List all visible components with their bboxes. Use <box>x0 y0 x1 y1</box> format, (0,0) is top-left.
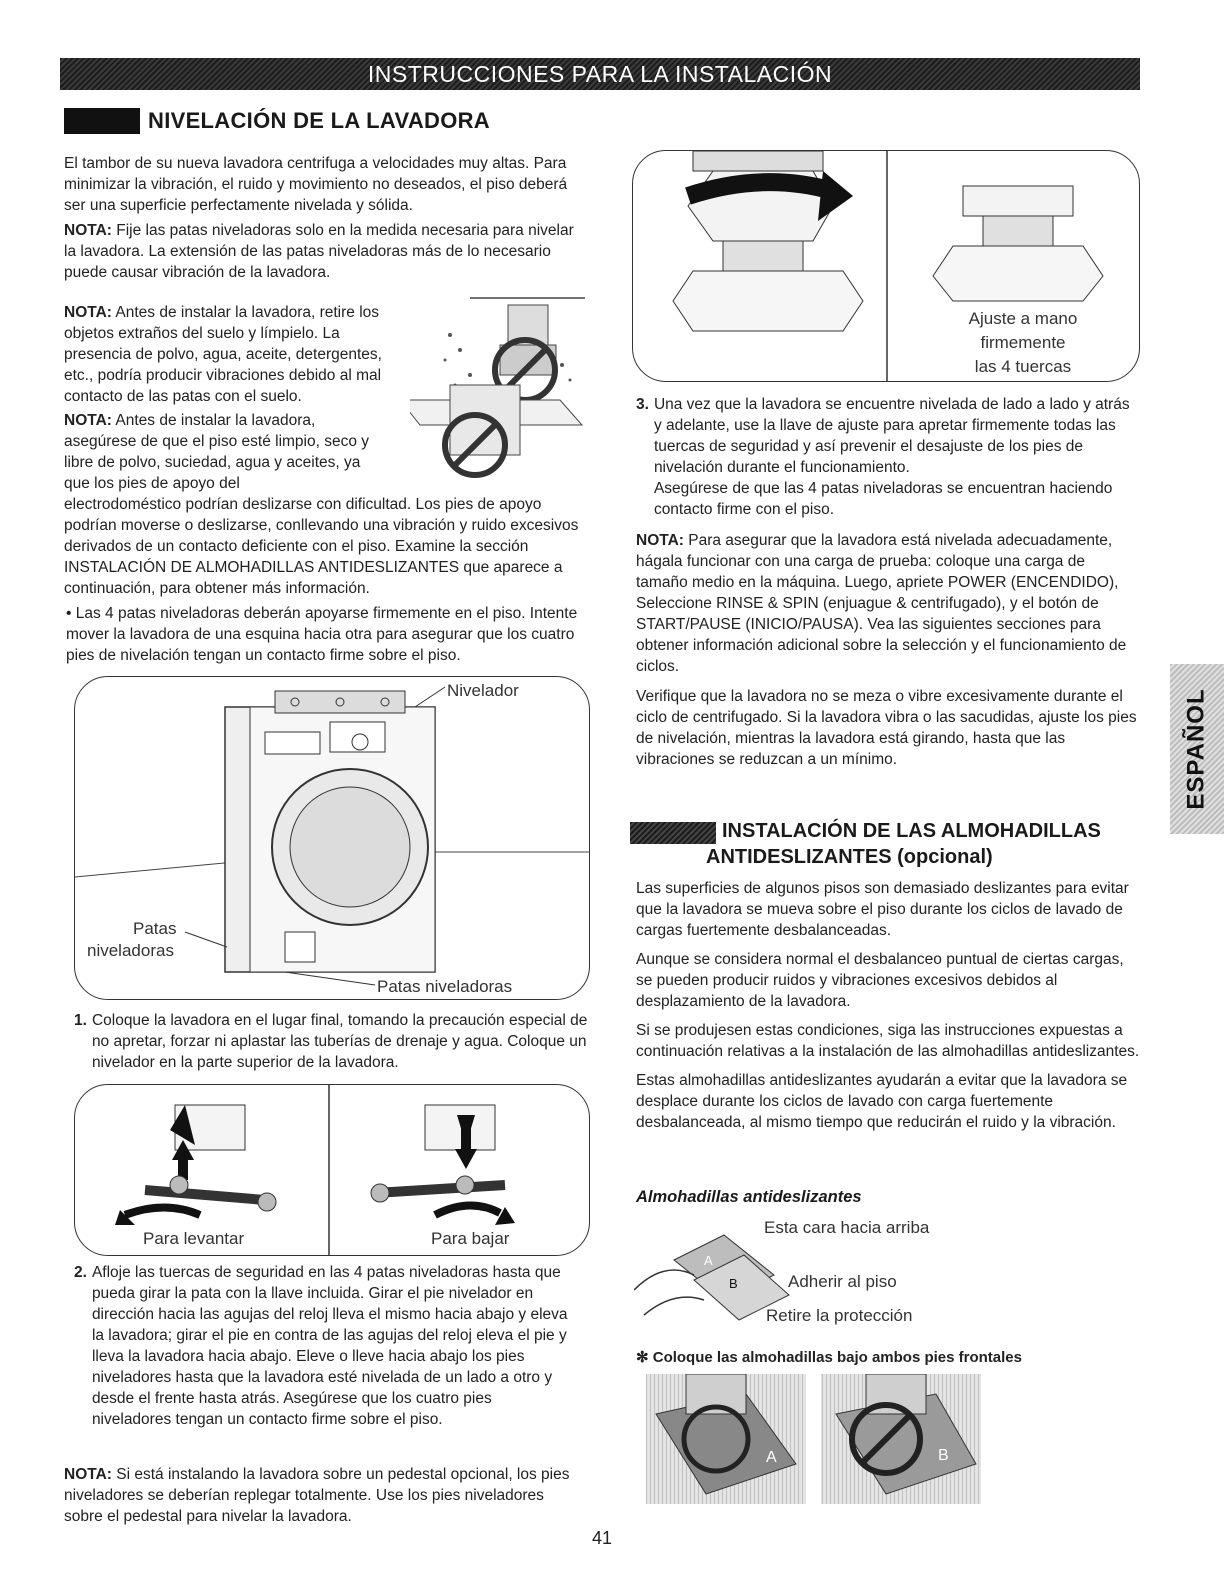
pads-p2: Aunque se considera normal el desbalanceo puntual de ciertas cargas, se pueden producir ruidos y vibraciones excesivos debidos al desplazamiento de la lavadora. <box>636 951 1124 1010</box>
step-2-text: Afloje las tuercas de seguridad en las 4 patas niveladoras hasta que pueda girar la pata con la llave incluida. Girar el pie nivelador en dirección hacia las agujas del reloj lleva el mismo hacia abajo y eleva la lavadora; girar el pie en contra de las agujas del reloj eleva el pie y lleva la lavadora hacia abajo. Eleve o lleve hacia abajo los pies niveladores hasta que la lavadora esté nivelada de un lado a otro y desde el frente hasta atrás. Asegúrese que los cuatro pies niveladores tengan un contacto firme sobre el piso. <box>91 1264 568 1428</box>
bullet-text: • Las 4 patas niveladoras deberán apoyarse firmemente en el piso. Intente mover la lavadora de una esquina hacia otra para asegurar que los cuatro pies de nivelación tengan un contacto firme sobre el piso. <box>66 605 578 664</box>
pad-photos <box>646 1374 996 1504</box>
pads-subheading: Almohadillas antideslizantes <box>636 1188 862 1206</box>
pads-p4: Estas almohadillas antideslizantes ayudarán a evitar que la lavadora se desplace durante los ciclos de lavado con carga fuertemente desbalanceada, al mismo tiempo que reducirán el ruido y la vibración. <box>636 1072 1128 1131</box>
label-raise: Para levantar <box>143 1229 245 1248</box>
section2-title-2: ANTIDESLIZANTES (opcional) <box>706 846 993 868</box>
section-heading-leveling <box>64 106 490 136</box>
nut-label-2: firmemente <box>980 333 1066 352</box>
pad-letter-a: A <box>704 1253 713 1268</box>
step-2 <box>74 1262 574 1430</box>
label-lower: Para bajar <box>431 1229 510 1248</box>
pads-p1: Las superficies de algunos pisos son demasiado deslizantes para evitar que la lavadora se mueva sobre el piso durante los ciclos de lavado de cargas fuertemente desbalanceadas. <box>636 880 1129 939</box>
step-3-text-2: Asegúrese de que las 4 patas niveladoras se encuentran haciendo contacto firme con el piso. <box>653 480 1113 518</box>
language-label: ESPAÑOL <box>1183 688 1211 810</box>
washer-leveler-figure <box>74 676 590 1000</box>
note-2-text: Antes de instalar la lavadora, retire los objetos extraños del suelo y límpielo. La presencia de polvo, agua, aceite, detergentes, etc., podría producir vibraciones debido al mal contacto de las patas con el suelo. <box>64 304 382 405</box>
pads-paragraphs <box>636 878 1140 1137</box>
step-1-text: Coloque la lavadora en el lugar final, tomando la precaución especial de no apretar, forzar ni aplastar las tuberías de drenaje y agua. Coloque un nivelador en la parte superior de la lavadora. <box>91 1012 588 1071</box>
note-1-text: Fije las patas niveladoras solo en la medida necesaria para nivelar la lavadora. La extensión de las patas niveladoras más de lo necesario puede causar vibración de la lavadora. <box>64 222 574 281</box>
heading-bar <box>64 108 140 134</box>
note-2 <box>64 302 404 407</box>
note-3-cont <box>64 494 589 670</box>
step-3-num: 3. <box>636 396 649 413</box>
note-3-start <box>64 410 386 494</box>
raise-lower-figure <box>74 1084 590 1256</box>
pad-letter-b: B <box>729 1276 738 1291</box>
note-pedestal <box>64 1464 584 1527</box>
heading-bar <box>630 822 716 844</box>
label-remove-backing: Retire la protección <box>766 1306 913 1325</box>
note-pedestal-text: Si está instalando la lavadora sobre un pedestal opcional, los pies niveladores se deberían replegar totalmente. Use los pies niveladores sobre el pedestal para nivelar la lavadora. <box>64 1466 570 1525</box>
note-label: NOTA: <box>636 532 684 549</box>
label-feet-bottom: Patas niveladoras <box>377 977 513 996</box>
language-side-tab <box>1170 664 1224 834</box>
step-1-num: 1. <box>74 1012 87 1029</box>
section2-title-1: INSTALACIÓN DE LAS ALMOHADILLAS <box>722 820 1101 842</box>
section-title: NIVELACIÓN DE LA LAVADORA <box>148 108 490 133</box>
label-feet-left-2: niveladoras <box>87 941 174 960</box>
note-label: NOTA: <box>64 1466 112 1483</box>
note-test <box>636 530 1140 677</box>
verify-paragraph: Verifique que la lavadora no se meza o vibre excesivamente durante el ciclo de centrifugado. Si la lavadora vibra o las sacudidas, ajuste los pies de nivelación, mientras la lavadora está girando, hasta que las vibraciones se reduzcan a un mínimo. <box>636 688 1137 768</box>
note-label: NOTA: <box>64 412 112 429</box>
label-face-up: Esta cara hacia arriba <box>764 1218 930 1237</box>
step-3-body <box>654 394 1140 520</box>
nut-label-3: las 4 tuercas <box>974 357 1072 376</box>
nut-label-1: Ajuste a mano <box>968 309 1078 328</box>
intro-paragraph <box>64 153 584 287</box>
note-label: NOTA: <box>64 304 112 321</box>
photo-b-letter: B <box>938 1447 949 1464</box>
pads-placement-note: ✻ Coloque las almohadillas bajo ambos pies frontales <box>636 1349 1022 1366</box>
step-1 <box>74 1010 590 1073</box>
note-test-text: Para asegurar que la lavadora está nivelada adecuadamente, hágala funcionar con una carga de prueba: coloque una carga de tamaño medio en la máquina. Luego, apriete POWER (ENCENDIDO), Seleccione RINSE & SPIN (enjuague & centrifugado), y el botón de START/PAUSE (INICIO/PAUSA). Vea las siguientes secciones para obtener información adicional sobre la selección y el funcionamiento de ciclos. <box>636 532 1127 675</box>
nuts-figure <box>632 150 1140 382</box>
pads-p3: Si se produjesen estas condiciones, siga las instrucciones expuestas a continuación relativas a la instalación de las almohadillas antideslizantes. <box>636 1022 1140 1060</box>
label-stick-floor: Adherir al piso <box>788 1272 897 1291</box>
step-2-num: 2. <box>74 1264 87 1281</box>
page-number: 41 <box>592 1528 613 1548</box>
floor-clean-illustration <box>410 295 590 485</box>
note-3a-text: Antes de instalar la lavadora, asegúrese de que el piso esté limpio, seco y libre de polvo, suciedad, agua y aceites, ya que los pies de apoyo del <box>64 412 370 492</box>
step-3 <box>636 394 1140 520</box>
intro-text: El tambor de su nueva lavadora centrifuga a velocidades muy altas. Para minimizar la vibración, el ruido y movimiento no deseados, el piso deberá ser una superficie perfectamente nivelada y sólida. <box>64 155 568 214</box>
note-3b-text: electrodoméstico podrían deslizarse con dificultad. Los pies de apoyo podrían moverse o deslizarse, conllevando una vibración y ruido excesivos derivados de un contacto deficiente con el piso. Examine la sección INSTALACIÓN DE ALMOHADILLAS ANTIDESLIZANTES que aparece a continuación, para obtener más información. <box>64 496 579 597</box>
label-leveler: Nivelador <box>447 681 519 700</box>
note-1 <box>64 220 584 283</box>
photo-a-letter: A <box>766 1449 777 1466</box>
page-banner: INSTRUCCIONES PARA LA INSTALACIÓN <box>60 58 1140 90</box>
label-feet-left-1: Patas <box>133 919 177 938</box>
note-label: NOTA: <box>64 222 112 239</box>
step-3-text: Una vez que la lavadora se encuentre nivelada de lado a lado y atrás y adelante, use la llave de ajuste para apretar firmemente todas las tuercas de seguridad y así prevenir el desajuste de los pies de nivelación durante el funcionamiento. <box>653 396 1130 476</box>
